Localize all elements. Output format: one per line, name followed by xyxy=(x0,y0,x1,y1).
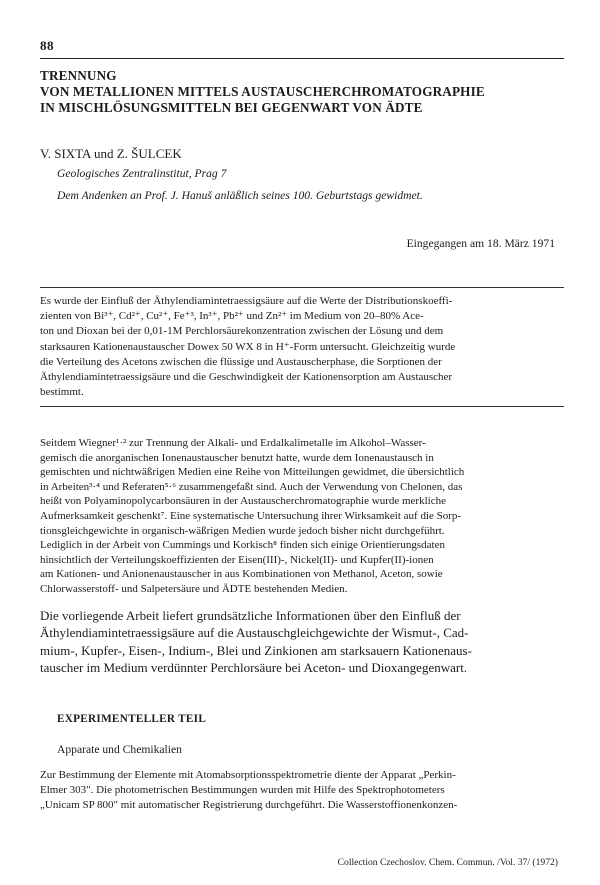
aim-paragraph xyxy=(40,607,568,677)
title-line: IN MISCHLÖSUNGSMITTELN BEI GEGENWART VON ÄDTE xyxy=(40,100,423,116)
body-line: Elmer 303". Die photometrischen Bestimmungen wurden mit Hilfe des Spektrophotometers xyxy=(40,784,445,797)
body-line: heißt von Polyaminopolycarbonsäuren in der Austauscherchromatographie wurde merkliche xyxy=(40,495,446,508)
journal-footer: Collection Czechoslov. Chem. Commun. /Vol. 37/ (1972) xyxy=(337,857,558,868)
body-line: tauscher im Medium verdünnter Perchlorsäure bei Aceton- und Dioxangegenwart. xyxy=(40,660,468,676)
received-date: Eingegangen am 18. März 1971 xyxy=(406,237,555,250)
section-heading: EXPERIMENTELLER TEIL xyxy=(57,713,207,725)
body-line: am Kationen- und Anionenaustauscher in aus Kombinationen von Methanol, Aceton, sowie xyxy=(40,568,443,581)
body-line: mium-, Kupfer-, Eisen-, Indium-, Blei und Zinkionen am starksauern Kationenaus- xyxy=(40,642,472,658)
header-rule xyxy=(40,58,564,59)
affiliation: Geologisches Zentralinstitut, Prag 7 xyxy=(57,167,227,180)
body-line: Lediglich in der Arbeit von Cummings und Korkisch⁸ finden sich einige Orientierungsdaten xyxy=(40,539,445,552)
body-line: gemischten und nichtwäßrigen Medien eine Reihe von Mitteilungen gewidmet, die übersichtlich xyxy=(40,466,465,479)
introduction-paragraph xyxy=(40,436,566,597)
authors: V. SIXTA und Z. ŠULCEK xyxy=(40,146,182,161)
title-line: TRENNUNG xyxy=(40,68,117,83)
apparatus-paragraph xyxy=(40,768,566,814)
body-line: Zur Bestimmung der Elemente mit Atomabsorptionsspektrometrie diente der Apparat „Perkin- xyxy=(40,769,456,781)
body-line: „Unicam SP 800" mit automatischer Registrierung durchgeführt. Die Wasserstoffionenkonzen- xyxy=(40,799,458,812)
subsection-heading: Apparate und Chemikalien xyxy=(57,743,182,756)
body-line: Aufmerksamkeit geschenkt⁷. Eine systematische Untersuchung ihrer Wirksamkeit auf die Sorp- xyxy=(40,509,462,522)
page-number: 88 xyxy=(40,38,54,53)
dedication: Dem Andenken an Prof. J. Hanuš anläßlich seines 100. Geburtstags gewidmet. xyxy=(57,189,423,202)
body-line: tionsgleichgewichte in organisch-wäßrigen Medien wurde jedoch bisher nicht durchgeführt. xyxy=(40,524,445,537)
body-line: gemisch die anorganischen Ionenaustauscher benutzt hatte, wurde dem Ionenaustausch in xyxy=(40,451,434,464)
body-line: Seitdem Wiegner¹·² zur Trennung der Alkali- und Erdalkalimetalle im Alkohol–Wasser- xyxy=(40,437,426,449)
abstract-line: starksauren Kationenaustauscher Dowex 50 WX 8 in H⁺-Form untersucht. Gleichzeitig wurde xyxy=(40,340,456,353)
body-line: Äthylendiamintetraessigsäure auf die Austauschgleichgewichte der Wismut-, Cad- xyxy=(40,625,469,641)
abstract-top-rule xyxy=(40,287,564,288)
abstract-line: ton und Dioxan bei der 0,01-1M Perchlorsäurekonzentration zwischen der Lösung und dem xyxy=(40,325,444,338)
body-line: hinsichtlich der Verteilungskoeffizienten der Eisen(III)-, Nickel(II)- und Kupfer(II)-ionen xyxy=(40,553,434,566)
abstract-line: zienten von Bi³⁺, Cd²⁺, Cu²⁺, Fe⁺³, In³⁺, Pb²⁺ und Zn²⁺ im Medium von 20–80% Ace- xyxy=(40,310,424,323)
title-line: VON METALLIONEN MITTELS AUSTAUSCHERCHROMATOGRAPHIE xyxy=(40,84,485,100)
body-line: Die vorliegende Arbeit liefert grundsätzliche Informationen über den Einfluß der xyxy=(40,608,461,623)
abstract-line: Äthylendiamintetraessigsäure und die Geschwindigkeit der Kationensorption am Austauscher xyxy=(40,371,453,384)
body-line: Chlorwasserstoff- und Salpetersäure und ÄDTE bestehenden Medien. xyxy=(40,582,348,595)
body-line: in Arbeiten³·⁴ und Referaten⁵·⁶ zusammengefaßt sind. Auch der Verwendung von Chelonen, das xyxy=(40,480,463,493)
abstract-bottom-rule xyxy=(40,406,564,407)
abstract-line: Es wurde der Einfluß der Äthylendiamintetraessigsäure auf die Werte der Distributionskoeffi- xyxy=(40,295,453,307)
abstract-line: bestimmt. xyxy=(40,386,84,399)
abstract xyxy=(40,294,566,400)
article-title xyxy=(40,68,570,117)
abstract-line: die Verteilung des Acetons zwischen die flüssige und Austauscherphase, die Sorptionen der xyxy=(40,355,442,368)
